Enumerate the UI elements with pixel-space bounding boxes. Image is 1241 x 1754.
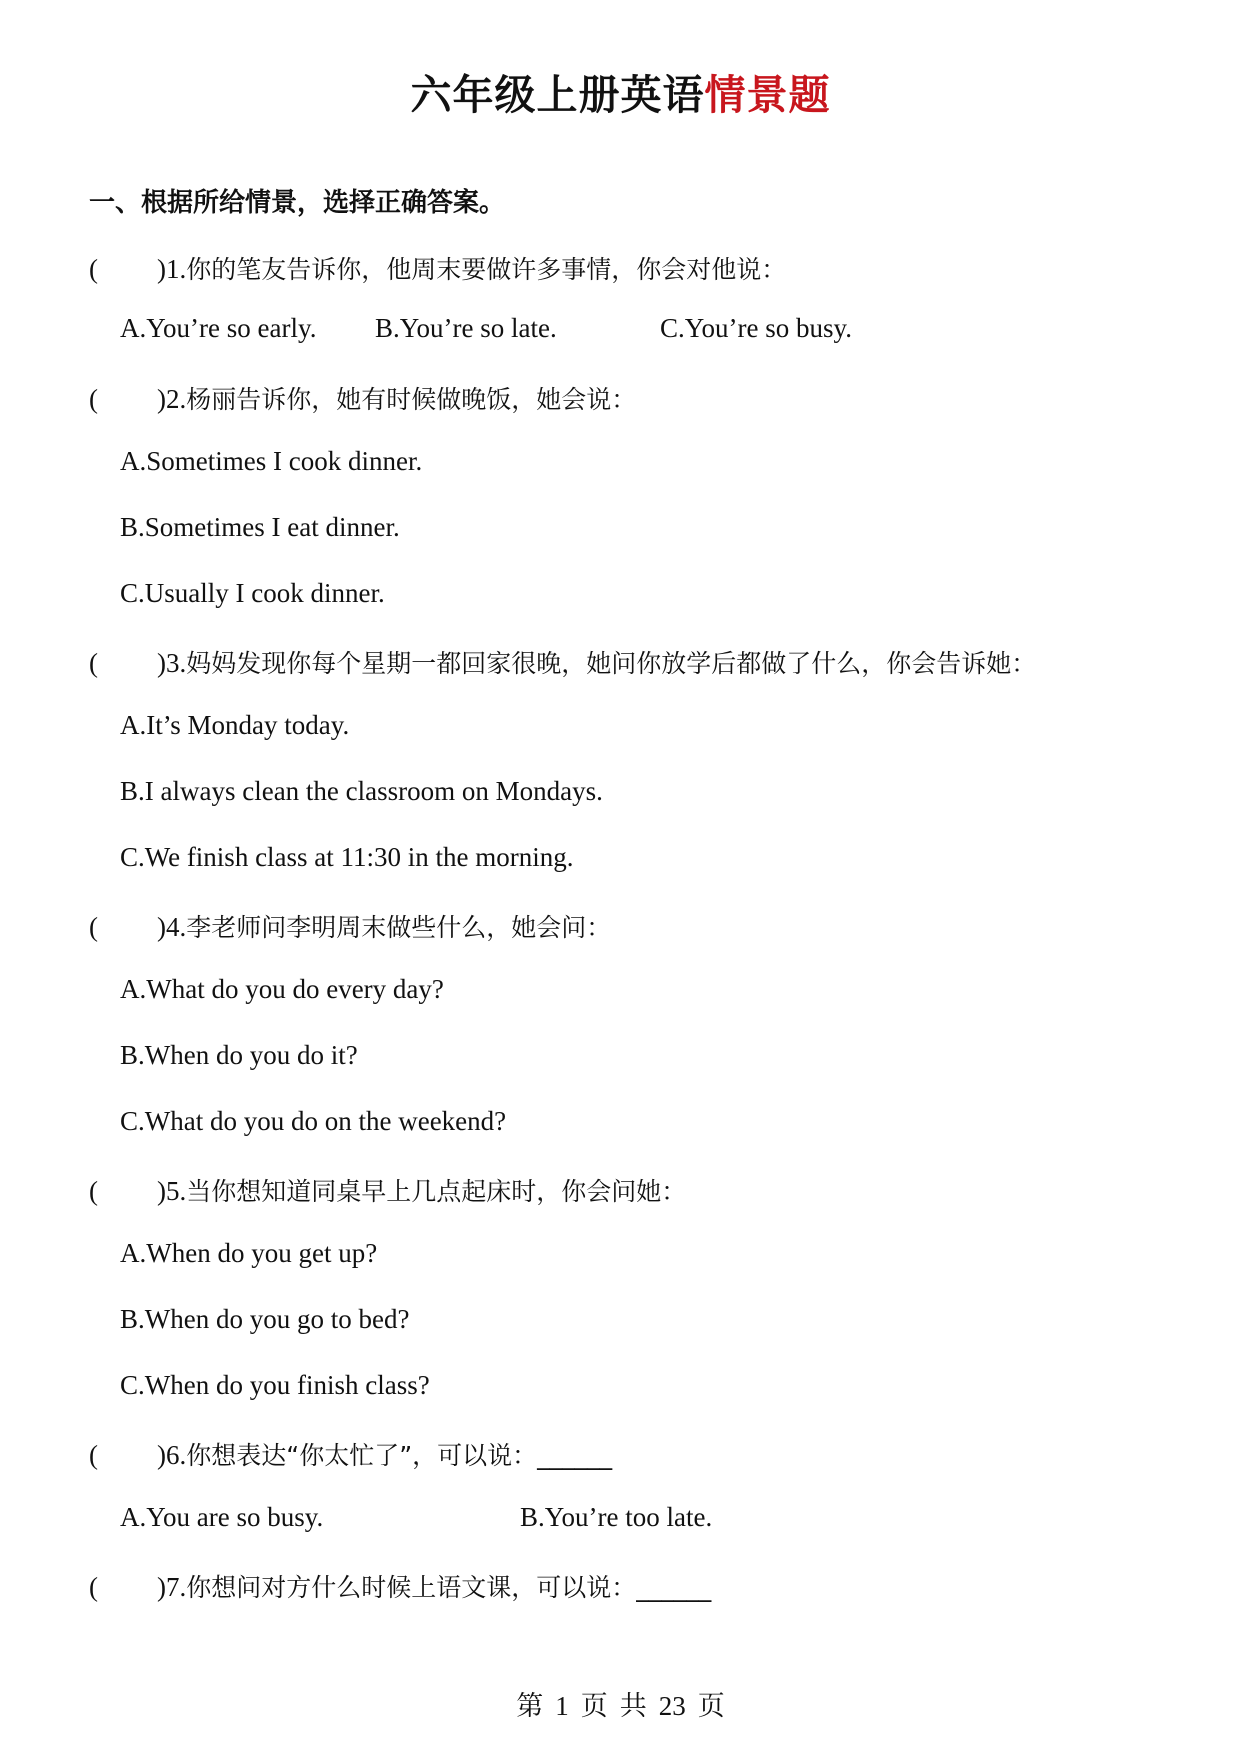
total-page-count: 23 bbox=[658, 1691, 686, 1721]
question-3 bbox=[89, 644, 1036, 680]
option-a: A.Sometimes I cook dinner. bbox=[120, 446, 423, 476]
question-stem: 当你想知道同桌早上几点起床时，你会问她： bbox=[186, 1177, 687, 1206]
question-number: )3. bbox=[157, 648, 187, 678]
question-number: )6. bbox=[157, 1440, 187, 1470]
option-b: B.I always clean the classroom on Mondays. bbox=[120, 776, 603, 806]
option-b: B.You’re too late. bbox=[520, 1502, 713, 1532]
question-stem: 李老师问李明周末做些什么，她会问： bbox=[186, 913, 612, 942]
option-c: C.Usually I cook dinner. bbox=[120, 578, 385, 608]
footer-text: 共 bbox=[619, 1691, 647, 1721]
question-1-options bbox=[120, 313, 852, 344]
question-number: )5. bbox=[157, 1176, 187, 1206]
option-b: B.Sometimes I eat dinner. bbox=[120, 512, 400, 542]
question-2 bbox=[89, 380, 636, 416]
question-1 bbox=[89, 250, 786, 286]
question-5 bbox=[89, 1172, 686, 1208]
question-number: )2. bbox=[157, 384, 187, 414]
question-6-options bbox=[120, 1502, 712, 1533]
question-6 bbox=[89, 1436, 612, 1472]
option-b: B.When do you go to bed? bbox=[120, 1304, 410, 1334]
answer-blank: ( bbox=[89, 912, 98, 942]
answer-blank: ( bbox=[89, 384, 98, 414]
footer-text: 页 bbox=[580, 1691, 608, 1721]
question-stem: 妈妈发现你每个星期一都回家很晚，她问你放学后都做了什么，你会告诉她： bbox=[186, 649, 1037, 678]
option-a: A.What do you do every day? bbox=[120, 974, 444, 1004]
option-c: C.You’re so busy. bbox=[660, 313, 853, 343]
question-4 bbox=[89, 908, 611, 944]
option-a: A.It’s Monday today. bbox=[120, 710, 350, 740]
page-footer bbox=[0, 1684, 1241, 1723]
question-stem: 你的笔友告诉你，他周末要做许多事情，你会对他说： bbox=[186, 255, 787, 284]
option-b: B.You’re so late. bbox=[375, 313, 557, 343]
section-heading: 一、根据所给情景，选择正确答案。 bbox=[89, 188, 506, 218]
option-a: A.You are so busy. bbox=[120, 1502, 324, 1532]
title-highlight: 情景题 bbox=[704, 71, 831, 119]
question-number: )4. bbox=[157, 912, 187, 942]
option-a: A.You’re so early. bbox=[120, 313, 317, 343]
footer-text: 页 bbox=[697, 1691, 725, 1721]
answer-blank: ( bbox=[89, 254, 98, 284]
question-stem: 杨丽告诉你，她有时候做晚饭，她会说： bbox=[186, 385, 637, 414]
page-title bbox=[0, 62, 1241, 121]
title-main: 六年级上册英语 bbox=[410, 71, 705, 119]
option-c: C.When do you finish class? bbox=[120, 1370, 430, 1400]
option-c: C.We finish class at 11:30 in the morning. bbox=[120, 842, 574, 872]
option-c: C.What do you do on the weekend? bbox=[120, 1106, 507, 1136]
question-stem: 你想问对方什么时候上语文课，可以说：______ bbox=[186, 1573, 712, 1602]
question-number: )7. bbox=[157, 1572, 187, 1602]
answer-blank: ( bbox=[89, 1176, 98, 1206]
question-number: )1. bbox=[157, 254, 187, 284]
answer-blank: ( bbox=[89, 1572, 98, 1602]
current-page-number: 1 bbox=[555, 1691, 569, 1721]
option-b: B.When do you do it? bbox=[120, 1040, 358, 1070]
option-a: A.When do you get up? bbox=[120, 1238, 378, 1268]
footer-text: 第 bbox=[516, 1691, 544, 1721]
question-stem: 你想表达“你太忙了”，可以说：______ bbox=[186, 1441, 613, 1470]
answer-blank: ( bbox=[89, 1440, 98, 1470]
answer-blank: ( bbox=[89, 648, 98, 678]
question-7 bbox=[89, 1568, 711, 1604]
